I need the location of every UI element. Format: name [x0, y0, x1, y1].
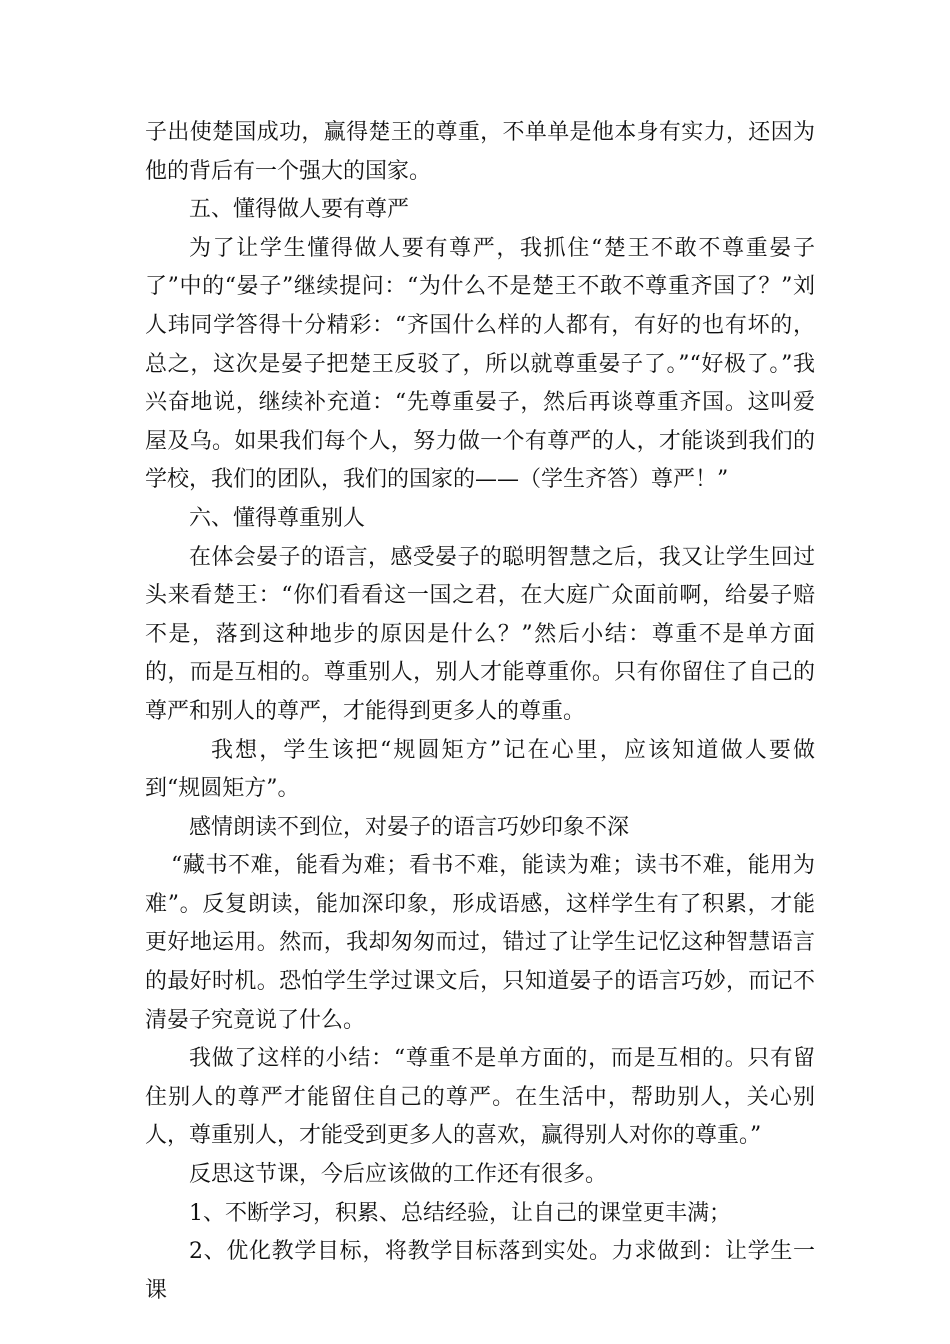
paragraph-reflection: 反思这节课，今后应该做的工作还有很多。: [189, 1162, 608, 1188]
paragraph-reading-heading: 感情朗读不到位，对晏子的语言巧妙印象不深: [189, 814, 630, 840]
list-item-1: 1、不断学习，积累、总结经验，让自己的课堂更丰满；: [189, 1200, 731, 1226]
paragraph-summary: 我做了这样的小结：“尊重不是单方面的，而是互相的。只有留住别人的尊严才能留住自己的尊严。在生活中，帮助别人，关心别人，尊重别人，才能受到更多人的喜欢，赢得别人对你的尊重。”: [145, 1046, 815, 1149]
section-heading-respect: 六、懂得尊重别人: [189, 505, 366, 531]
section-heading-dignity: 五、懂得做人要有尊严: [189, 197, 410, 223]
paragraph-reading: “藏书不难，能看为难；看书不难，能读为难；读书不难，能用为难”。反复朗读，能加深印象，形成语感，这样学生有了积累，才能更好地运用。然而，我却匆匆而过，错过了让学生记忆这种智慧语言的最好时机。恐怕学生学过课文后，只知道晏子的语言巧妙，而记不清晏子究竟说了什么。: [145, 853, 815, 1033]
paragraph-rules: 我想，学生该把“规圆矩方”记在心里，应该知道做人要做到“规圆矩方”。: [145, 737, 815, 802]
document-page: [145, 114, 815, 1310]
paragraph-continuation: 子出使楚国成功，赢得楚王的尊重，不单单是他本身有实力，还因为他的背后有一个强大的国家。: [145, 120, 815, 184]
paragraph-respect: 在体会晏子的语言，感受晏子的聪明智慧之后，我又让学生回过头来看楚王：“你们看看这一国之君，在大庭广众面前啊，给晏子赔不是，落到这种地步的原因是什么？”然后小结：尊重不是单方面的，而是互相的。尊重别人，别人才能尊重你。只有你留住了自己的尊严和别人的尊严，才能得到更多人的尊重。: [145, 544, 815, 724]
paragraph-dignity: 为了让学生懂得做人要有尊严，我抓住“楚王不敢不尊重晏子了”中的“晏子”继续提问：“为什么不是楚王不敢不尊重齐国了？”刘人玮同学答得十分精彩：“齐国什么样的人都有，有好的也有坏的，总之，这次是晏子把楚王反驳了，所以就尊重晏子了。”“好极了。”我兴奋地说，继续补充道：“先尊重晏子，然后再谈尊重齐国。这叫爱屋及乌。如果我们每个人，努力做一个有尊严的人，才能谈到我们的学校，我们的团队，我们的国家的——（学生齐答）尊严！”: [145, 235, 815, 493]
list-item-2: 2、优化教学目标，将教学目标落到实处。力求做到：让学生一课: [145, 1239, 815, 1303]
